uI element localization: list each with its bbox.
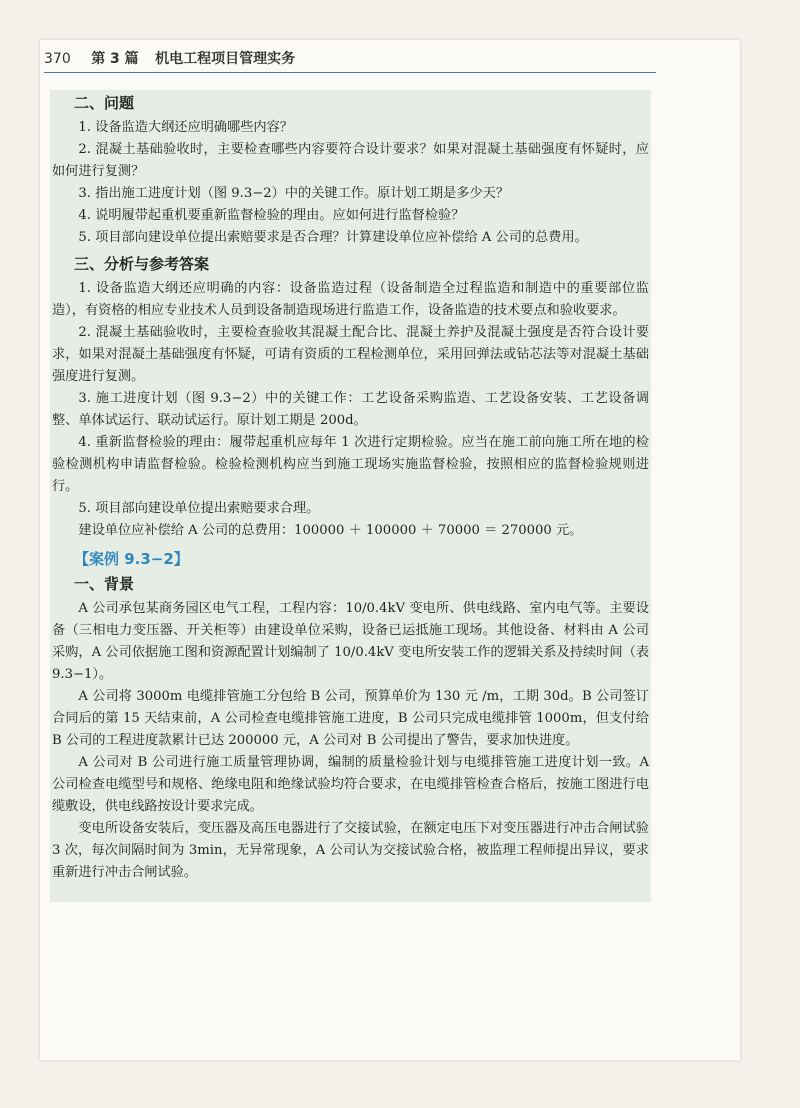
answer-item: 3. 施工进度计划（图 9.3−2）中的关键工作：工艺设备采购监造、工艺设备安装、工艺设备调整、单体试运行、联动试运行。原计划工期是 200d。 [52, 391, 649, 428]
answer-item: 建设单位应补偿给 A 公司的总费用：100000 ＋ 100000 ＋ 70000 ＝ 270000 元。 [78, 523, 583, 538]
case-label: 【案例 9.3−2】 [74, 550, 189, 568]
header-rule [44, 72, 656, 73]
background-paragraph: A 公司对 B 公司进行施工质量管理协调，编制的质量检验计划与电缆排管施工进度计划一致。A 公司检查电缆型号和规格、绝缘电阻和绝缘试验均符合要求，在电缆排管检查合格后，按施工图进行电缆敷设，供电线路按设计要求完成。 [52, 755, 649, 814]
background-paragraph: A 公司承包某商务园区电气工程，工程内容：10/0.4kV 变电所、供电线路、室内电气等。主要设备（三相电力变压器、开关柜等）由建设单位采购，设备已运抵施工现场。其他设备、材料由 A 公司采购，A 公司依据施工图和资源配置计划编制了 10/0.4kV 变电所安装工作的逻辑关系及持续时间（表 9.3−1）。 [52, 601, 649, 682]
answer-item: 1. 设备监造大纲还应明确的内容：设备监造过程（设备制造全过程监造和制造中的重要部位监造），有资格的相应专业技术人员到设备制造现场进行监造工作，设备监造的技术要点和验收要求。 [52, 281, 649, 318]
background-paragraph: 变电所设备安装后，变压器及高压电器进行了交接试验，在额定电压下对变压器进行冲击合闸试验 3 次，每次间隔时间为 3min，无异常现象，A 公司认为交接试验合格，被监理工程师提出异议，要求重新进行冲击合闸试验。 [52, 821, 649, 880]
question-item: 4. 说明履带起重机要重新监督检验的理由。应如何进行监督检验？ [78, 208, 465, 223]
page-header [44, 48, 654, 70]
answer-item: 2. 混凝土基础验收时，主要检查验收其混凝土配合比、混凝土养护及混凝土强度是否符合设计要求，如果对混凝土基础强度有怀疑，可请有资质的工程检测单位，采用回弹法或钻芯法等对混凝土基础强度进行复测。 [52, 325, 649, 384]
question-item: 3. 指出施工进度计划（图 9.3−2）中的关键工作。原计划工期是多少天？ [78, 186, 510, 201]
background-heading: 一、背景 [74, 575, 135, 593]
question-item: 1. 设备监造大纲还应明确哪些内容？ [78, 120, 293, 135]
page-number: 370 [44, 51, 71, 67]
answer-item: 5. 项目部向建设单位提出索赔要求合理。 [78, 501, 320, 516]
answer-item: 4. 重新监督检验的理由：履带起重机应每年 1 次进行定期检验。应当在施工前向施工所在地的检验检测机构申请监督检验。检验检测机构应当到施工现场实施监督检验，按照相应的监督检验规则进行。 [52, 435, 649, 494]
questions-heading: 二、问题 [74, 94, 135, 112]
book-title: 机电工程项目管理实务 [155, 51, 296, 67]
question-item: 5. 项目部向建设单位提出索赔要求是否合理？计算建设单位应补偿给 A 公司的总费用。 [78, 230, 588, 245]
background-paragraph: A 公司将 3000m 电缆排管施工分包给 B 公司，预算单价为 130 元 /m，工期 30d。B 公司签订合同后的第 15 天结束前，A 公司检查电缆排管施工进度，B 公司只完成电缆排管 1000m，但支付给 B 公司的工程进度款累计已达 200000 元，A 公司对 B 公司提出了警告，要求加快进度。 [52, 689, 649, 748]
question-item: 2. 混凝土基础验收时，主要检查哪些内容要符合设计要求？如果对混凝土基础强度有怀疑时，应如何进行复测？ [52, 142, 649, 179]
content-block [50, 90, 651, 902]
answers-heading: 三、分析与参考答案 [74, 255, 210, 273]
part-label: 第 3 篇 [91, 51, 139, 67]
